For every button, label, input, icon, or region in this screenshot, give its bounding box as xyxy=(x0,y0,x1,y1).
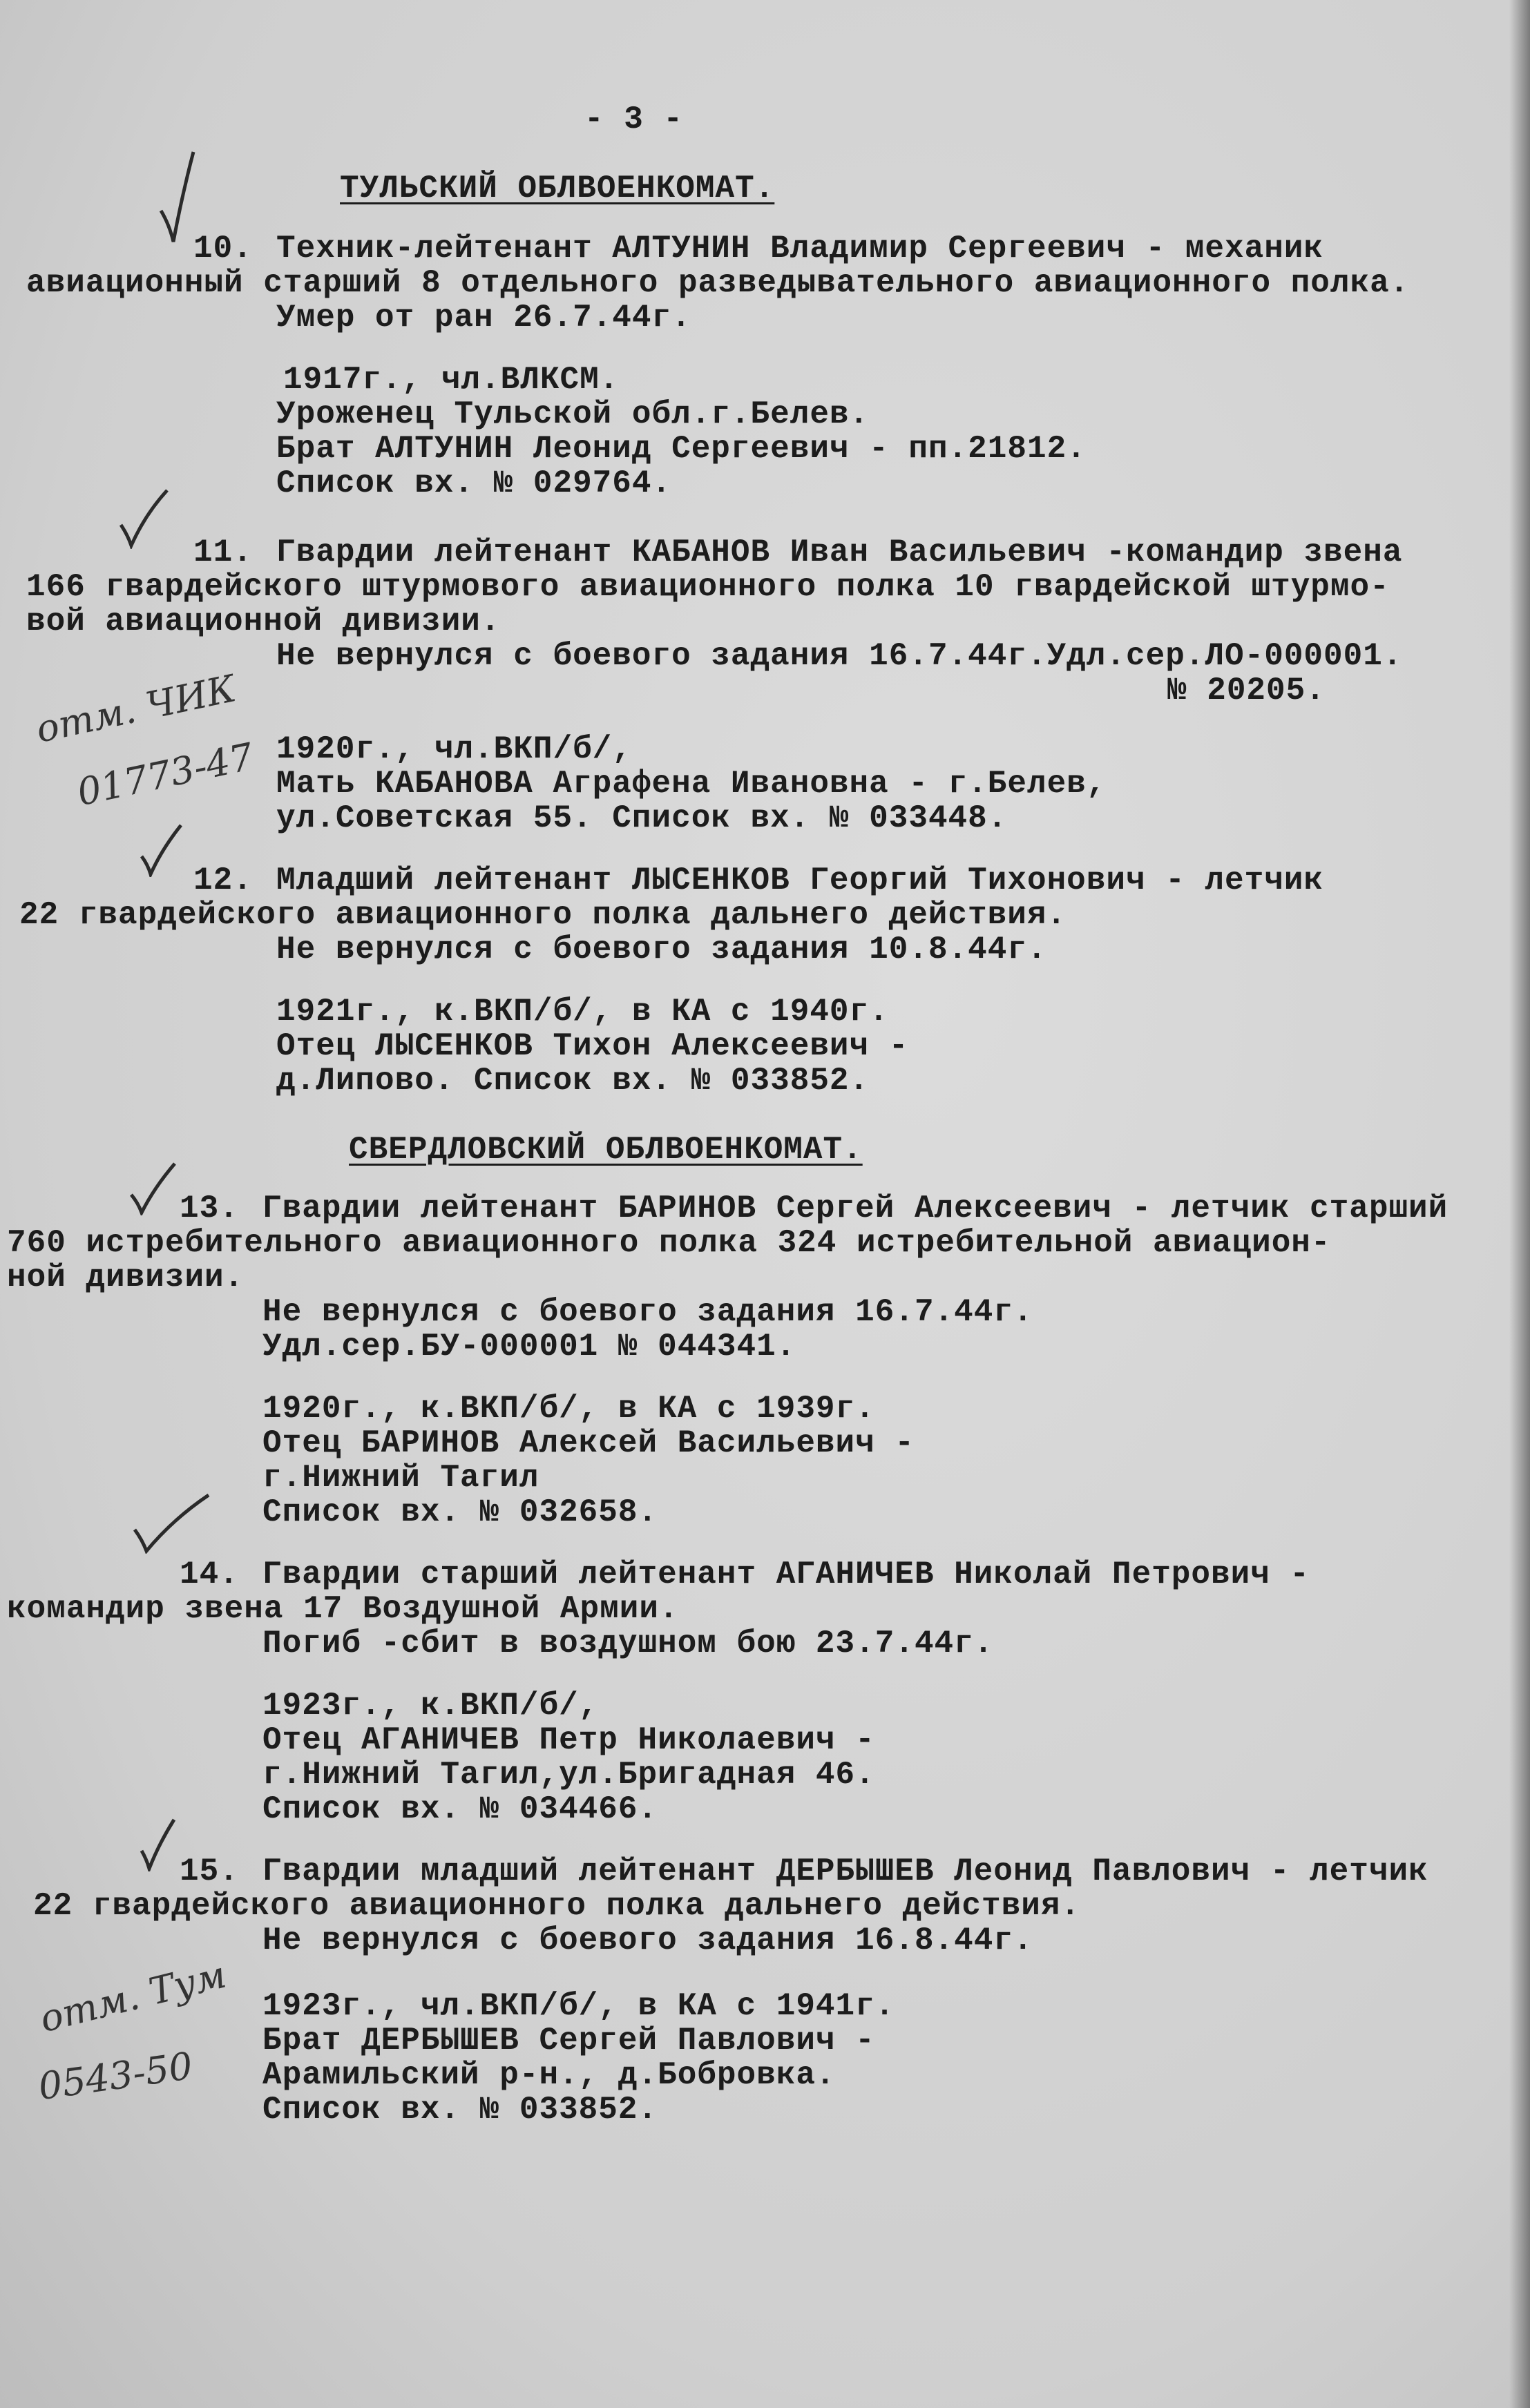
entry-line: Уроженец Тульской обл.г.Белев. xyxy=(276,396,870,432)
entry-line: № 20205. xyxy=(1167,673,1326,709)
checkmark-icon xyxy=(155,148,197,245)
entry-line: Не вернулся с боевого задания 16.8.44г. xyxy=(262,1923,1033,1958)
entry-line: Гвардии старший лейтенант АГАНИЧЕВ Николай Петрович - xyxy=(262,1557,1310,1592)
entry-number: 10. xyxy=(193,231,253,267)
entry-line: вой авиационной дивизии. xyxy=(26,604,501,639)
entry-line: Умер от ран 26.7.44г. xyxy=(276,300,691,336)
entry-line: 1923г., чл.ВКП/б/, в КА с 1941г. xyxy=(262,1988,895,2024)
entry-line: 1921г., к.ВКП/б/, в КА с 1940г. xyxy=(276,994,889,1030)
entry-line: 166 гвардейского штурмового авиационного полка 10 гвардейской штурмо- xyxy=(26,569,1390,605)
section-heading-tula: ТУЛЬСКИЙ ОБЛВОЕНКОМАТ. xyxy=(340,171,775,206)
entry-line: Мать КАБАНОВА Аграфена Ивановна - г.Белев, xyxy=(276,766,1107,802)
entry-line: 1917г., чл.ВЛКСМ. xyxy=(283,362,620,398)
entry-line: Техник-лейтенант АЛТУНИН Владимир Сергеевич - механик xyxy=(276,231,1324,267)
checkmark-icon xyxy=(138,1816,180,1871)
entry-line: Брат ДЕРБЫШЕВ Сергей Павлович - xyxy=(262,2023,875,2059)
entry-line: Отец ЛЫСЕНКОВ Тихон Алексеевич - xyxy=(276,1028,909,1064)
section-heading-sverdlovsk: СВЕРДЛОВСКИЙ ОБЛВОЕНКОМАТ. xyxy=(349,1132,863,1168)
entry-line: 1920г., к.ВКП/б/, в КА с 1939г. xyxy=(262,1391,875,1427)
entry-line: Гвардии младший лейтенант ДЕРБЫШЕВ Леонид Павлович - летчик xyxy=(262,1853,1428,1889)
entry-line: Гвардии лейтенант КАБАНОВ Иван Васильевич -командир звена xyxy=(276,534,1403,570)
entry-number: 14. xyxy=(180,1557,239,1592)
checkmark-icon xyxy=(117,487,173,549)
entry-line: г.Нижний Тагил xyxy=(262,1460,539,1496)
entry-line: 22 гвардейского авиационного полка дальнего действия. xyxy=(33,1888,1081,1924)
handwritten-note: отм. ЧИК xyxy=(32,666,240,751)
handwritten-note: 0543-50 xyxy=(35,2043,195,2109)
entry-line: д.Липово. Список вх. № 033852. xyxy=(276,1063,870,1099)
entry-line: авиационный старший 8 отдельного разведывательного авиационного полка. xyxy=(26,265,1410,301)
entry-line: Список вх. № 034466. xyxy=(262,1791,658,1827)
entry-line: 760 истребительного авиационного полка 324 истребительной авиацион- xyxy=(7,1225,1331,1261)
entry-number: 15. xyxy=(180,1853,239,1889)
page-number: - 3 - xyxy=(584,102,684,137)
handwritten-note: отм. Тум xyxy=(35,1952,231,2041)
entry-line: Погиб -сбит в воздушном бою 23.7.44г. xyxy=(262,1626,994,1661)
entry-number: 12. xyxy=(193,863,253,898)
entry-line: Младший лейтенант ЛЫСЕНКОВ Георгий Тихонович - летчик xyxy=(276,863,1324,898)
checkmark-icon xyxy=(131,1492,214,1554)
entry-line: ул.Советская 55. Список вх. № 033448. xyxy=(276,800,1008,836)
entry-line: Отец БАРИНОВ Алексей Васильевич - xyxy=(262,1425,915,1461)
entry-line: 22 гвардейского авиационного полка дальнего действия. xyxy=(19,897,1067,933)
entry-line: г.Нижний Тагил,ул.Бригадная 46. xyxy=(262,1757,875,1793)
entry-number: 13. xyxy=(180,1191,239,1226)
entry-line: ной дивизии. xyxy=(7,1260,245,1295)
checkmark-icon xyxy=(138,822,187,877)
entry-line: командир звена 17 Воздушной Армии. xyxy=(7,1591,679,1627)
entry-number: 11. xyxy=(193,534,253,570)
entry-line: Список вх. № 033852. xyxy=(262,2092,658,2128)
entry-line: Не вернулся с боевого задания 10.8.44г. xyxy=(276,932,1047,967)
entry-line: Отец АГАНИЧЕВ Петр Николаевич - xyxy=(262,1722,875,1758)
scan-edge-shadow xyxy=(1509,0,1530,2408)
entry-line: Список вх. № 029764. xyxy=(276,465,672,501)
entry-line: 1923г., к.ВКП/б/, xyxy=(262,1688,599,1724)
checkmark-icon xyxy=(128,1160,180,1215)
entry-line: Удл.сер.БУ-000001 № 044341. xyxy=(262,1329,796,1365)
entry-line: Список вх. № 032658. xyxy=(262,1494,658,1530)
entry-line: Гвардии лейтенант БАРИНОВ Сергей Алексеевич - летчик старший xyxy=(262,1191,1448,1226)
entry-line: Не вернулся с боевого задания 16.7.44г. xyxy=(262,1294,1033,1330)
entry-line: Брат АЛТУНИН Леонид Сергеевич - пп.21812. xyxy=(276,431,1087,467)
handwritten-note: 01773-47 xyxy=(73,734,258,815)
entry-line: Не вернулся с боевого задания 16.7.44г.Удл.сер.ЛО-000001. xyxy=(276,638,1403,674)
entry-line: Арамильский р-н., д.Бобровка. xyxy=(262,2057,836,2093)
entry-line: 1920г., чл.ВКП/б/, xyxy=(276,731,632,767)
